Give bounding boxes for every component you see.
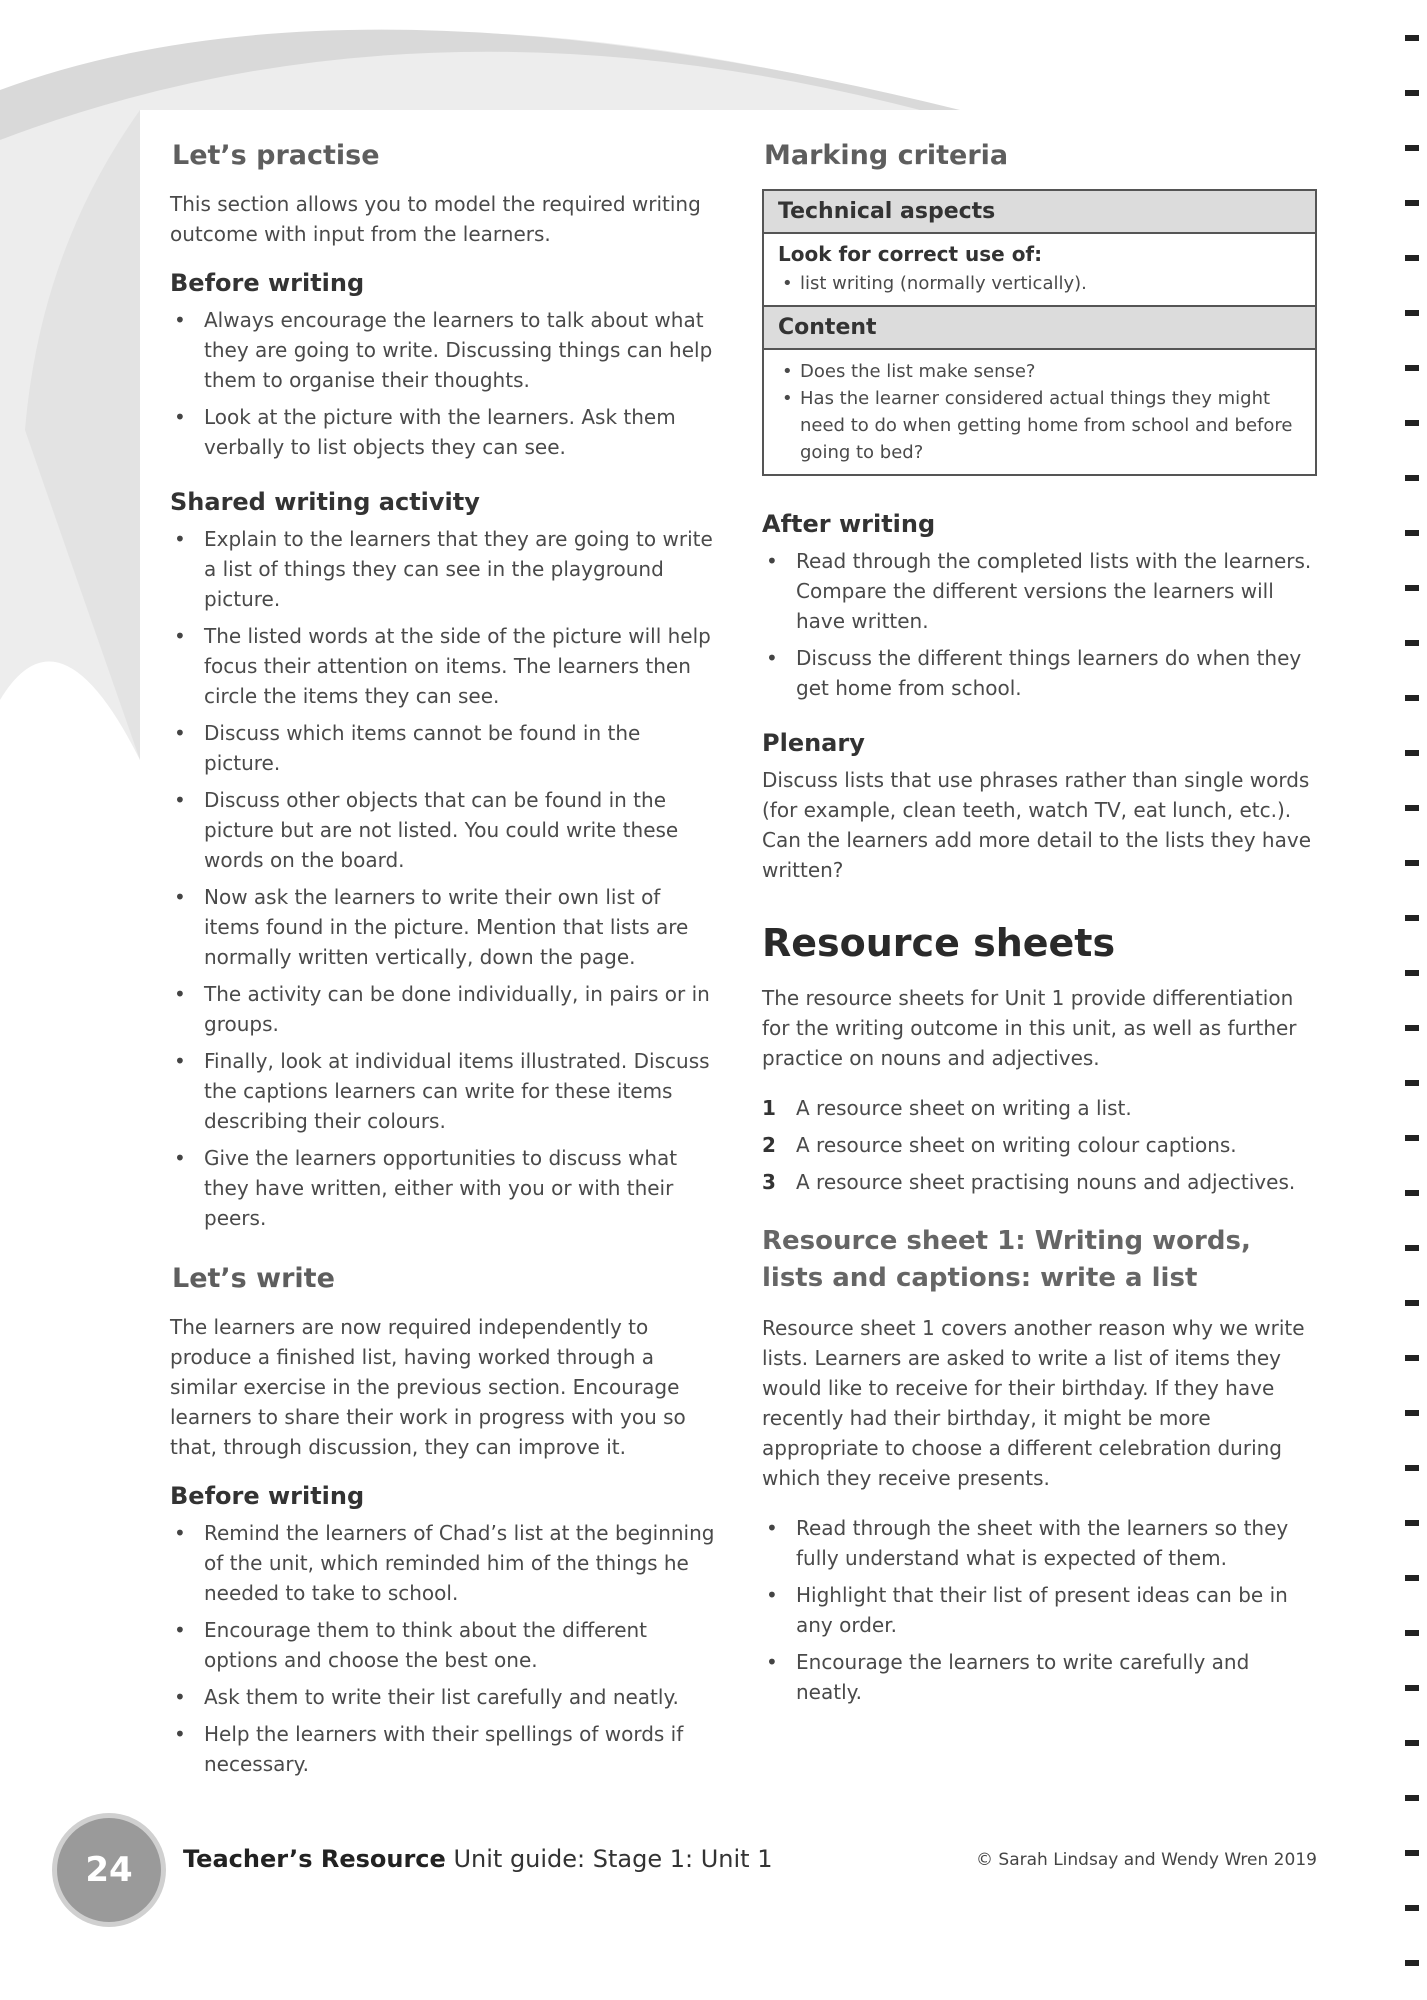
marking-criteria-table	[762, 189, 1317, 476]
before-writing-heading: Before writing	[170, 269, 365, 297]
list-item: • The activity can be done individually, in pairs or in groups.	[170, 979, 715, 1039]
left-column	[170, 140, 715, 1805]
copyright: © Sarah Lindsay and Wendy Wren 2019	[976, 1850, 1317, 1870]
list-item: • Encourage them to think about the different options and choose the best one.	[170, 1615, 715, 1675]
plenary-text: Discuss lists that use phrases rather than single words (for example, clean teeth, watch TV, eat lunch, etc.). Can the learners add more detail to the lists they have written?	[762, 768, 1311, 882]
book-title: Teacher’s Resource	[183, 1845, 446, 1873]
content-header: Content	[764, 307, 1315, 350]
after-writing-heading: After writing	[762, 510, 936, 538]
list-item: • Does the list make sense?	[778, 358, 1301, 385]
list-item: • Remind the learners of Chad’s list at the beginning of the unit, which reminded him of the things he needed to take to school.	[170, 1518, 715, 1608]
shared-writing-heading: Shared writing activity	[170, 488, 480, 516]
lets-write-intro: The learners are now required independently to produce a finished list, having worked through a similar exercise in the previous section. Encourage learners to share their work in progress with you so that, through discussion, they can improve it.	[170, 1315, 686, 1459]
lets-practise-intro: This section allows you to model the required writing outcome with input from the learners.	[170, 192, 701, 246]
list-item: • The listed words at the side of the picture will help focus their attention on items. The learners then circle the items they can see.	[170, 621, 715, 711]
before-writing-list-2	[170, 1518, 715, 1779]
list-item: 3 A resource sheet practising nouns and adjectives.	[762, 1170, 1296, 1194]
list-item: • Ask them to write their list carefully and neatly.	[170, 1682, 715, 1712]
footer-title	[183, 1845, 772, 1873]
list-item: 2 A resource sheet on writing colour captions.	[762, 1133, 1237, 1157]
list-item: • Has the learner considered actual things they might need to do when getting home from school and before going to bed?	[778, 385, 1301, 466]
content-cell	[764, 350, 1315, 474]
plenary-heading: Plenary	[762, 729, 865, 757]
resource-sheet-1-intro: Resource sheet 1 covers another reason why we write lists. Learners are asked to write a list of items they would like to receive for their birthday. If they have recently had their birthday, it might be more appropriate to choose a different celebration during which they receive presents.	[762, 1316, 1305, 1490]
before-writing-heading-2: Before writing	[170, 1482, 365, 1510]
list-item: • Discuss which items cannot be found in the picture.	[170, 718, 715, 778]
resource-sheets-heading: Resource sheets	[762, 921, 1116, 965]
list-item: • Read through the completed lists with the learners. Compare the different versions the learners will have written.	[762, 546, 1317, 636]
list-item: • Finally, look at individual items illustrated. Discuss the captions learners can write for these items describing their colours.	[170, 1046, 715, 1136]
list-item: • Explain to the learners that they are going to write a list of things they can see in the playground picture.	[170, 524, 715, 614]
list-item: • Help the learners with their spellings of words if necessary.	[170, 1719, 715, 1779]
page-number-badge: 24	[57, 1818, 161, 1922]
shared-writing-list	[170, 524, 715, 1233]
list-item: • Look at the picture with the learners. Ask them verbally to list objects they can see.	[170, 402, 715, 462]
list-item: • list writing (normally vertically).	[778, 270, 1301, 297]
list-item: • Encourage the learners to write carefully and neatly.	[762, 1647, 1317, 1707]
spiral-binding	[1397, 0, 1427, 2000]
list-item: • Highlight that their list of present ideas can be in any order.	[762, 1580, 1317, 1640]
lets-practise-heading: Let’s practise	[172, 140, 380, 171]
marking-criteria-heading: Marking criteria	[764, 140, 1009, 171]
list-item: • Always encourage the learners to talk about what they are going to write. Discussing things can help them to organise their thoughts.	[170, 305, 715, 395]
list-item: • Discuss other objects that can be found in the picture but are not listed. You could write these words on the board.	[170, 785, 715, 875]
right-column	[762, 140, 1317, 1733]
after-writing-list	[762, 546, 1317, 703]
resource-sheets-list	[762, 1093, 1317, 1197]
lets-write-heading: Let’s write	[172, 1263, 335, 1294]
before-writing-list	[170, 305, 715, 462]
technical-aspects-cell	[764, 234, 1315, 307]
resource-sheet-1-list	[762, 1513, 1317, 1707]
resource-sheet-1-heading: Resource sheet 1: Writing words, lists and captions: write a list	[762, 1226, 1251, 1293]
list-item: • Now ask the learners to write their own list of items found in the picture. Mention that lists are normally written vertically, down the page.	[170, 882, 715, 972]
list-item: • Read through the sheet with the learners so they fully understand what is expected of them.	[762, 1513, 1317, 1573]
list-item: • Give the learners opportunities to discuss what they have written, either with you or with their peers.	[170, 1143, 715, 1233]
resource-sheets-intro: The resource sheets for Unit 1 provide differentiation for the writing outcome in this unit, as well as further practice on nouns and adjectives.	[762, 986, 1297, 1070]
technical-aspects-header: Technical aspects	[764, 191, 1315, 234]
unit-guide: Unit guide: Stage 1: Unit 1	[453, 1845, 773, 1873]
list-item: 1 A resource sheet on writing a list.	[762, 1096, 1132, 1120]
list-item: • Discuss the different things learners do when they get home from school.	[762, 643, 1317, 703]
look-for-label: Look for correct use of:	[778, 242, 1043, 266]
